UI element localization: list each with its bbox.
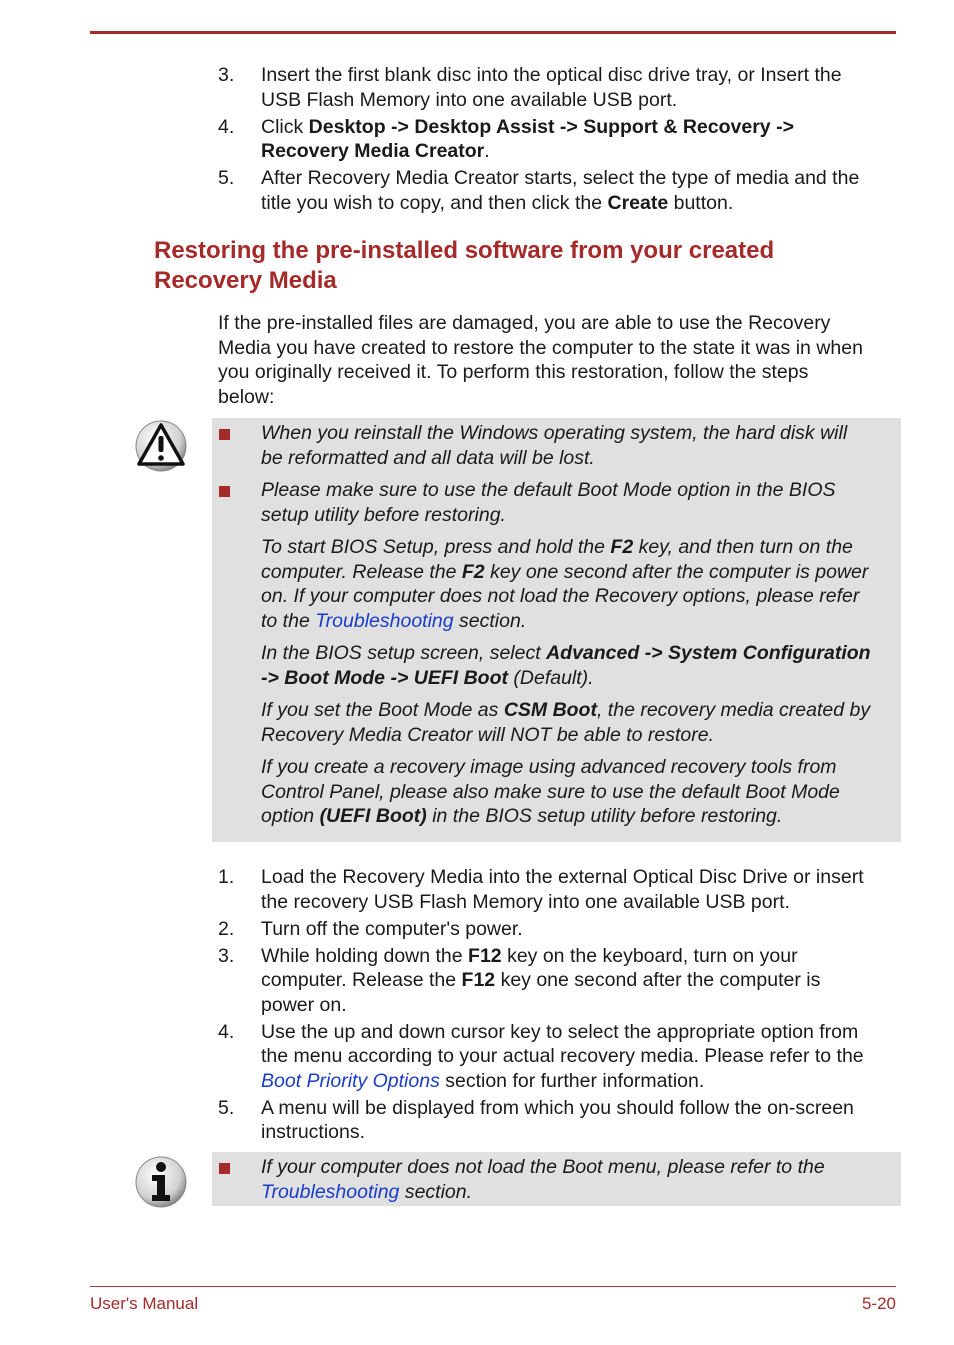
warning-item: When you reinstall the Windows operating system, the hard disk will be reformatted and all data will be lost. <box>212 421 901 470</box>
list-item: 5. A menu will be displayed from which you should follow the on-screen instructions. <box>218 1096 854 1143</box>
troubleshooting-link[interactable]: Troubleshooting <box>315 609 454 632</box>
troubleshooting-link[interactable]: Troubleshooting <box>261 1180 400 1203</box>
warning-item: Please make sure to use the default Boot Mode option in the BIOS setup utility before restoring. To start BIOS Setup, press and hold the F2 key, and then turn on the computer. Release the F2 key one second after the computer is power on. If your computer does not load the Recovery options, please refer to the Troubleshooting section. In the BIOS setup screen, select Advanced -> System Configuration -> Boot Mode -> UEFI Boot (Default). If you set the Boot Mode as CSM Boot, the recovery media created by Recovery Media Creator will NOT be able to restore. If you create a recovery image using advanced recovery tools from Control Panel, please also make sure to use the default Boot Mode option (UEFI Boot) in the BIOS setup utility before restoring. <box>212 478 901 829</box>
warning-triangle-icon <box>134 418 188 480</box>
bullet-square <box>219 486 230 497</box>
bios-paragraph: If you create a recovery image using advanced recovery tools from Control Panel, please also make sure to use the default Boot Mode option (UEFI Boot) in the BIOS setup utility before restoring. <box>261 756 840 827</box>
page-number: 5-20 <box>861 1294 896 1313</box>
bullet-square <box>219 1163 230 1174</box>
section-heading: Restoring the pre-installed software from your created Recovery Media <box>154 237 775 294</box>
boot-priority-options-link[interactable]: Boot Priority Options <box>261 1069 440 1092</box>
list-item: 4. Use the up and down cursor key to select the appropriate option from the menu according to your actual recovery media. Please refer to the Boot Priority Options section for further information. <box>218 1020 864 1092</box>
info-icon <box>134 1155 188 1215</box>
bios-paragraph: To start BIOS Setup, press and hold the F2 key, and then turn on the computer. Release the F2 key one second after the computer is power on. If your computer does not load the Recovery options, please refer to the Troubleshooting section. <box>261 536 869 632</box>
bullet-square <box>219 429 230 440</box>
list-item: 2. Turn off the computer's power. <box>218 917 523 940</box>
list-item: 4. Click Desktop -> Desktop Assist -> Support & Recovery -> Recovery Media Creator. <box>218 115 794 162</box>
bios-paragraph: If you set the Boot Mode as CSM Boot, the recovery media created by Recovery Media Creator will NOT be able to restore. <box>261 699 871 746</box>
steps-list-top <box>218 63 898 218</box>
warning-note-box <box>212 418 901 842</box>
list-item: 5. After Recovery Media Creator starts, select the type of media and the title you wish to copy, and then click the Create button. <box>218 167 860 214</box>
top-rule <box>90 31 896 34</box>
footer-title: User's Manual <box>90 1294 199 1313</box>
info-note-box <box>212 1152 901 1206</box>
list-item: 3. While holding down the F12 key on the keyboard, turn on your computer. Release the F12 key one second after the computer is power on. <box>218 944 821 1016</box>
info-item: If your computer does not load the Boot menu, please refer to the Troubleshooting section. <box>212 1155 901 1204</box>
list-item: 1. Load the Recovery Media into the external Optical Disc Drive or insert the recovery USB Flash Memory into one available USB port. <box>218 866 864 913</box>
bottom-rule <box>90 1286 896 1287</box>
list-item: 3. Insert the first blank disc into the optical disc drive tray, or Insert the USB Flash Memory into one available USB port. <box>218 64 842 111</box>
intro-paragraph: If the pre-installed files are damaged, you are able to use the Recovery Media you have created to restore the computer to the state it was in when you originally received it. To perform this restoration, follow the steps below: <box>218 312 863 408</box>
bios-paragraph: In the BIOS setup screen, select Advanced -> System Configuration -> Boot Mode -> UEFI Boot (Default). <box>261 642 871 689</box>
steps-list-bottom <box>218 865 898 1147</box>
